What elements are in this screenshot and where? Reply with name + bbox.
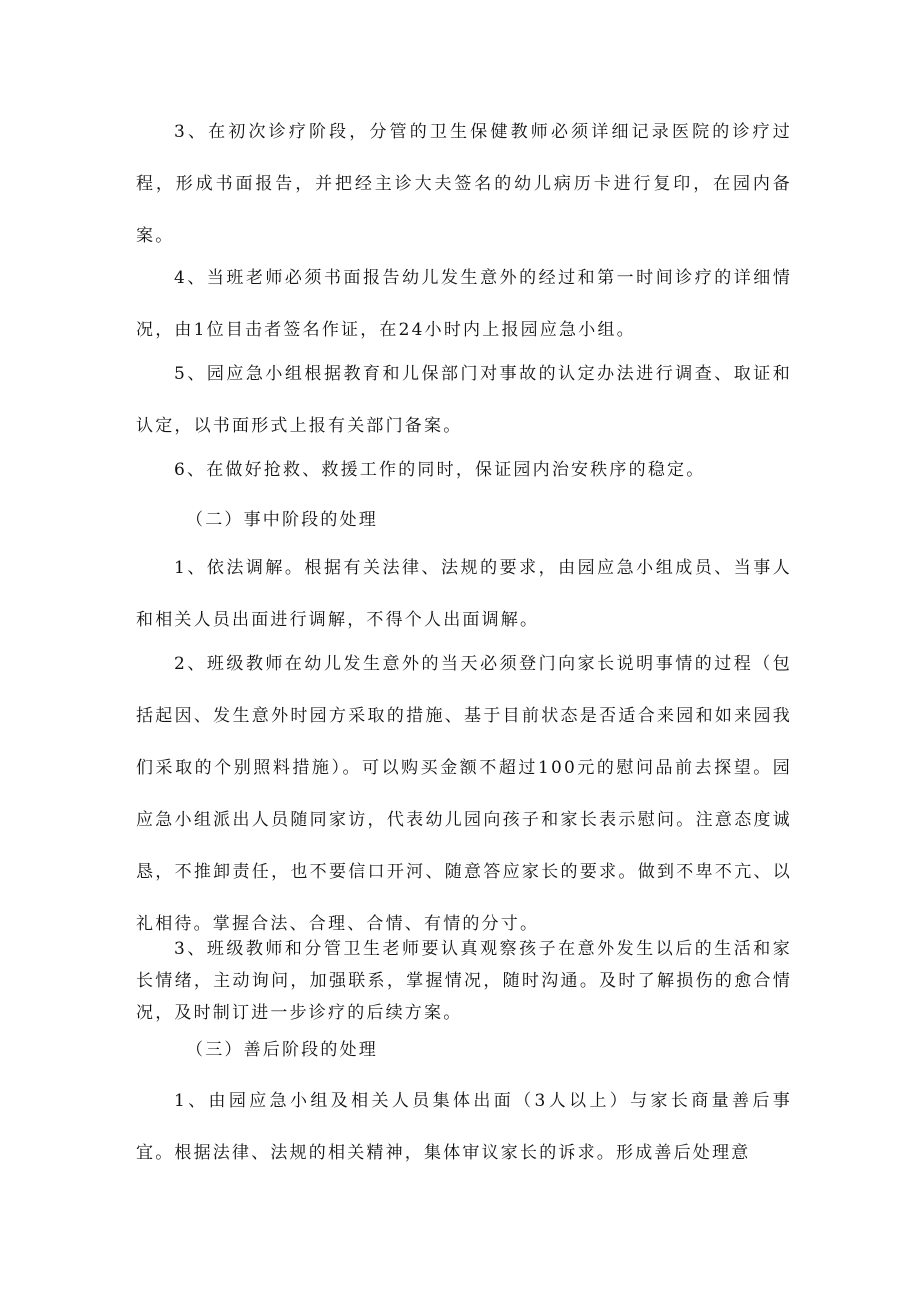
paragraph-follow-up: 3、班级教师和分管卫生老师要认真观察孩子在意外发生以后的生活和家长情绪，主动询问，加强联系，掌握情况，随时沟通。及时了解损伤的愈合情况，及时制订进一步诊疗的后续方案。: [136, 939, 792, 1023]
paragraph-investigation: 5、园应急小组根据教育和儿保部门对事故的认定办法进行调查、取证和认定，以书面形式上报有关部门备案。: [136, 364, 792, 436]
paragraph-initial-treatment: 3、在初次诊疗阶段，分管的卫生保健教师必须详细记录医院的诊疗过程，形成书面报告，并把经主诊大夫签名的幼儿病历卡进行复印，在园内备案。: [136, 122, 792, 246]
paragraph-home-visit: 2、班级教师在幼儿发生意外的当天必须登门向家长说明事情的过程（包括起因、发生意外时园方采取的措施、基于目前状态是否适合来园和如来园我们采取的个别照料措施）。可以购买金额不超过100元的慰问品前去探望。园应急小组派出人员随同家访，代表幼儿园向孩子和家长表示慰问。注意态度诚恳，不推卸责任，也不要信口开河、随意答应家长的要求。做到不卑不亢、以礼相待。掌握合法、合理、合情、有情的分寸。: [136, 654, 792, 934]
paragraph-written-report: 4、当班老师必须书面报告幼儿发生意外的经过和第一时间诊疗的详细情况，由1位目击者签名作证，在24小时内上报园应急小组。: [136, 268, 792, 340]
section-heading-aftermath-stage: （三）善后阶段的处理: [186, 1040, 378, 1060]
section-heading-during-stage: （二）事中阶段的处理: [186, 510, 378, 530]
paragraph-aftermath-negotiation: 1、由园应急小组及相关人员集体出面（3人以上）与家长商量善后事宜。根据法律、法规的相关精神，集体审议家长的诉求。形成善后处理意: [136, 1091, 792, 1163]
paragraph-mediation: 1、依法调解。根据有关法律、法规的要求，由园应急小组成员、当事人和相关人员出面进行调解，不得个人出面调解。: [136, 558, 792, 630]
paragraph-security-order: 6、在做好抢救、救援工作的同时，保证园内治安秩序的稳定。: [174, 460, 706, 480]
